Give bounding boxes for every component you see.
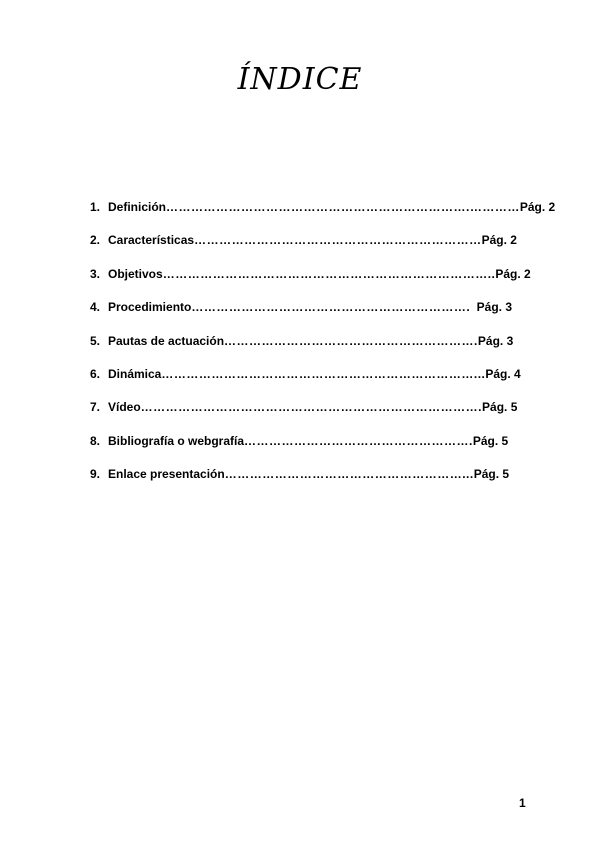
toc-entry-bibliografia — [90, 434, 520, 467]
toc-entry-page: Pág. 4 — [485, 366, 521, 381]
toc-entry-page: Pág. 2 — [495, 266, 531, 281]
page-title: ÍNDICE — [237, 62, 363, 97]
table-of-contents — [90, 200, 556, 501]
toc-entry-label: Pautas de actuación — [108, 333, 225, 348]
toc-entry-page: Pág. 3 — [476, 300, 512, 315]
toc-entry-page: Pág. 5 — [472, 433, 509, 448]
toc-entry-page: Pág. 5 — [482, 400, 518, 415]
toc-entry-label: Bibliografía o webgrafía — [108, 433, 245, 448]
toc-entry-label: Vídeo — [108, 400, 141, 415]
toc-entry-procedimiento — [90, 300, 520, 333]
toc-entry-number: 4. — [90, 300, 101, 315]
toc-entry-number: 1. — [90, 200, 101, 214]
toc-entry-number: 8. — [90, 433, 101, 448]
toc-entry-page: Pág. 2 — [519, 200, 556, 214]
toc-entry-number: 5. — [90, 333, 101, 348]
toc-entry-leader: ……………………………………………………. — [224, 333, 478, 348]
toc-entry-enlace — [90, 467, 520, 500]
toc-entry-leader: ………………………………………………. — [244, 433, 473, 448]
toc-entry-number: 3. — [90, 266, 101, 281]
page-number: 1 — [519, 796, 526, 810]
toc-entry-dinamica — [90, 367, 520, 400]
toc-entry-leader: …………………………………………………………… — [194, 233, 482, 248]
toc-entry-leader: ………………………………………………………………………. — [140, 400, 483, 415]
toc-entry-page: Pág. 2 — [481, 233, 517, 248]
toc-entry-definicion — [90, 200, 556, 233]
toc-entry-label: Características — [108, 233, 195, 248]
toc-entry-label: Enlace presentación — [108, 467, 225, 482]
toc-entry-leader: …………………………………………………... — [224, 467, 474, 482]
toc-entry-leader: …………………………………………………………………….. — [162, 266, 496, 281]
toc-entry-number: 7. — [90, 400, 101, 415]
toc-entry-page: Pág. 3 — [477, 333, 514, 348]
toc-entry-label: Procedimiento — [108, 300, 192, 315]
toc-entry-leader: ……………………………………………………………….………… — [166, 200, 520, 214]
toc-entry-pautas — [90, 334, 520, 367]
toc-entry-video — [90, 400, 520, 433]
toc-entry-leader: …………………………………………………………………... — [161, 366, 486, 381]
toc-entry-number: 6. — [90, 366, 101, 381]
toc-entry-number: 9. — [90, 467, 101, 482]
toc-entry-label: Dinámica — [108, 366, 162, 381]
toc-entry-caracteristicas — [90, 233, 520, 266]
toc-entry-number: 2. — [90, 233, 101, 248]
toc-entry-page: Pág. 5 — [473, 467, 510, 482]
toc-entry-label: Objetivos — [108, 266, 163, 281]
toc-entry-objetivos — [90, 266, 531, 300]
toc-entry-label: Definición — [108, 200, 167, 214]
toc-entry-leader: …………………………………………………………. — [191, 300, 471, 315]
